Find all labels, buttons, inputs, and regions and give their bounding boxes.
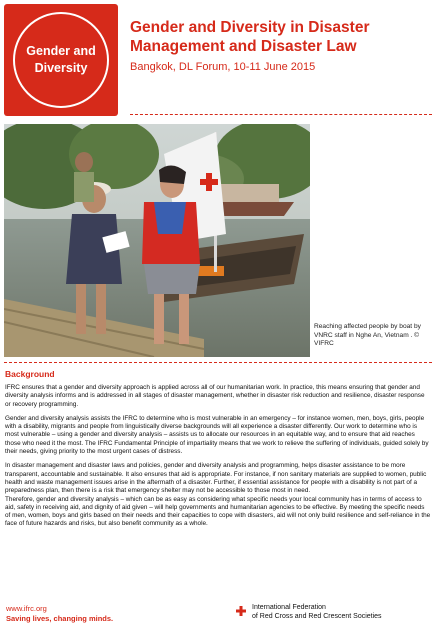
document-title: Gender and Diversity in Disaster Management and Disaster Law: [130, 19, 370, 55]
footer-organization: [252, 604, 432, 621]
field-photo-illustration: [4, 124, 310, 357]
background-heading: Background: [5, 369, 55, 379]
section-divider: [4, 362, 432, 363]
badge-text: [18, 43, 104, 77]
field-photo: [4, 124, 310, 357]
program-badge: [4, 4, 118, 116]
red-cross-crescent-logo-icon: [236, 606, 246, 616]
footer-slogan: Saving lives, changing minds.: [6, 614, 114, 623]
badge-line-2: Diversity: [34, 61, 88, 75]
background-body: [5, 384, 431, 535]
footer-org-line-1: International Federation: [252, 604, 326, 611]
ifrc-website-link[interactable]: www.ifrc.org: [6, 604, 47, 613]
footer-org-line-2: of Red Cross and Red Crescent Societies: [252, 612, 382, 620]
badge-circle: [13, 12, 109, 108]
background-paragraph-4: Therefore, gender and diversity analysis – which can be as easy as considering what specific needs your local community has in terms of access to aid, safety in receiving aid, and dignity of aid given – will help governments and humanitarian agencies to be effective. By meeting the specific needs of men, women, boys and girls based on their needs and their capacities to cope with disasters, aid will not only build resilience and self-reliance in the face of future hazards and risks, but also benefit community as a whole.: [5, 495, 431, 528]
header-divider: [130, 114, 432, 115]
background-paragraph-2: Gender and diversity analysis assists the IFRC to determine who is most vulnerable in an emergency – for instance women, men, boys, girls, people with a disability, migrants and people from linguistically diverse backgrounds will all experience a disaster differently. Our work to determine who is most vulnerable – using a gender and diversity analysis – assists us to allocate our resources in an equitable way, and to ensure that aid reaches those who need it the most. The IFRC Fundamental Principle of impartiality means that we work to relieve the suffering of individuals, guided solely by their needs, giving priority to the most urgent cases of distress.: [5, 414, 429, 456]
background-paragraph-3: In disaster management and disaster laws and policies, gender and diversity analysis and programming, helps disaster assistance to be more transparent, accountable and sustainable. It also ensures that aid is appropriate. For instance, if non sanitary materials are supplied to women, public health and waste management issues arise in the aftermath of a disaster. Further, if essential assistance for people with a disability is not part of a preparedness plan, then there is a risk that emergency shelter may not be accessible to those most in need.: [5, 462, 427, 495]
document-subtitle: Bangkok, DL Forum, 10-11 June 2015: [130, 61, 316, 73]
badge-line-1: Gender and: [26, 44, 96, 58]
background-paragraph-1: IFRC ensures that a gender and diversity approach is applied across all of our humanitarian work. In practice, this means ensuring that gender and diversity analysis informs and is addressed in all stages of disaster management, whether in disaster risk reduction and resilience, disaster response or recovery programming.: [5, 384, 425, 408]
photo-caption: Reaching affected people by boat by VNRC staff in Nghe An, Vietnam . © VIFRC: [314, 323, 421, 348]
